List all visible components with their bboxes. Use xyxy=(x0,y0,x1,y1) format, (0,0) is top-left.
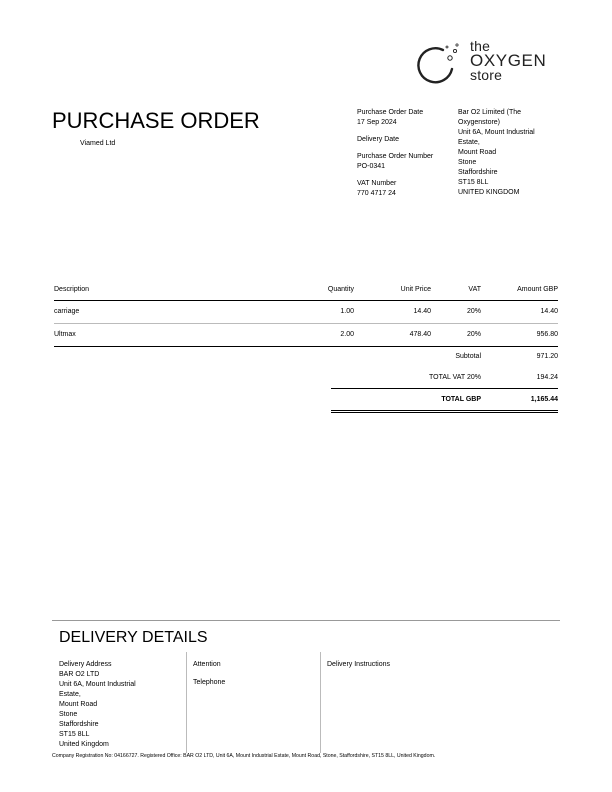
attention-label: Attention xyxy=(193,661,221,668)
supplier-address-line: Unit 6A, Mount Industrial xyxy=(458,129,535,136)
item-description: carriage xyxy=(54,308,80,315)
delivery-address xyxy=(59,660,179,750)
order-number-label: Purchase Order Number xyxy=(357,153,434,160)
supplier-address-line: Estate, xyxy=(458,139,480,146)
delivery-address-line: Mount Road xyxy=(59,701,98,708)
customer-name: Viamed Ltd xyxy=(80,140,116,147)
delivery-divider xyxy=(52,620,560,621)
total-vat-value: 194.24 xyxy=(536,373,558,381)
item-quantity: 2.00 xyxy=(340,331,354,338)
subtotal-value: 971.20 xyxy=(536,352,558,360)
delivery-address-label: Delivery Address xyxy=(59,661,112,668)
item-unit-price: 478.40 xyxy=(409,331,431,338)
column-divider xyxy=(320,652,321,753)
logo-wordmark xyxy=(470,39,546,83)
order-meta xyxy=(357,108,452,206)
supplier-address-line: Stone xyxy=(458,159,477,166)
total-vat-row xyxy=(331,367,558,389)
vat-number-value: 770 4717 24 xyxy=(357,190,396,197)
item-amount: 14.40 xyxy=(540,308,558,315)
company-footer: Company Registration No: 04166727. Registered Office: BAR O2 LTD, Unit 6A, Mount Industrial Estate, Mount Road, Stone, Staffordshire, ST15 8LL, United Kingdom. xyxy=(52,753,436,759)
header-description: Description xyxy=(54,286,90,293)
telephone-label: Telephone xyxy=(193,679,226,686)
item-unit-price: 14.40 xyxy=(413,308,431,315)
item-amount: 956.80 xyxy=(536,331,558,338)
delivery-instructions-label: Delivery Instructions xyxy=(327,661,391,668)
items-table-header xyxy=(54,285,558,301)
header-vat: VAT xyxy=(468,286,481,293)
grand-total-value: 1,165.44 xyxy=(530,395,558,403)
item-vat: 20% xyxy=(466,331,481,338)
header-amount: Amount GBP xyxy=(517,286,558,293)
item-description: Ultmax xyxy=(54,331,76,338)
delivery-address-line: Estate, xyxy=(59,691,81,698)
supplier-address-line: Staffordshire xyxy=(458,169,498,176)
delivery-instructions xyxy=(327,660,527,670)
supplier-address xyxy=(458,108,558,198)
vat-number-label: VAT Number xyxy=(357,180,397,187)
supplier-address-line: UNITED KINGDOM xyxy=(458,189,520,196)
delivery-address-line: Unit 6A, Mount Industrial xyxy=(59,681,136,688)
delivery-address-line: ST15 8LL xyxy=(59,731,90,738)
order-date-value: 17 Sep 2024 xyxy=(357,119,397,126)
logo-line-2: OXYGEN xyxy=(470,50,547,70)
delivery-contact xyxy=(193,660,313,688)
supplier-address-line: Bar O2 Limited (The xyxy=(458,109,522,116)
logo-line-3: store xyxy=(470,67,503,83)
supplier-address-line: Mount Road xyxy=(458,149,497,156)
table-row xyxy=(54,301,558,324)
delivery-address-line: Staffordshire xyxy=(59,721,99,728)
order-number-value: PO-0341 xyxy=(357,163,386,170)
header-quantity: Quantity xyxy=(327,286,354,293)
subtotal-row xyxy=(331,346,558,367)
grand-total-row xyxy=(331,389,558,411)
delivery-date-label: Delivery Date xyxy=(357,136,400,143)
item-quantity: 1.00 xyxy=(340,308,354,315)
delivery-title: DELIVERY DETAILS xyxy=(59,629,208,646)
total-vat-label: TOTAL VAT 20% xyxy=(428,373,481,381)
delivery-address-line: United Kingdom xyxy=(59,741,109,748)
delivery-address-line: Stone xyxy=(59,711,78,718)
table-row xyxy=(54,324,558,347)
header-unit-price: Unit Price xyxy=(400,286,431,293)
column-divider xyxy=(186,652,187,753)
subtotal-label: Subtotal xyxy=(455,352,481,360)
oxygen-store-logo-icon xyxy=(414,42,464,86)
logo-line-1: the xyxy=(470,38,491,54)
supplier-address-line: Oxygenstore) xyxy=(458,119,501,126)
supplier-address-line: ST15 8LL xyxy=(458,179,489,186)
item-vat: 20% xyxy=(466,308,481,315)
order-date-label: Purchase Order Date xyxy=(357,109,424,116)
grand-total-label: TOTAL GBP xyxy=(441,395,481,403)
items-table xyxy=(54,285,558,347)
totals-block xyxy=(331,346,558,411)
document-title: PURCHASE ORDER xyxy=(52,108,260,133)
delivery-address-line: BAR O2 LTD xyxy=(59,671,100,678)
